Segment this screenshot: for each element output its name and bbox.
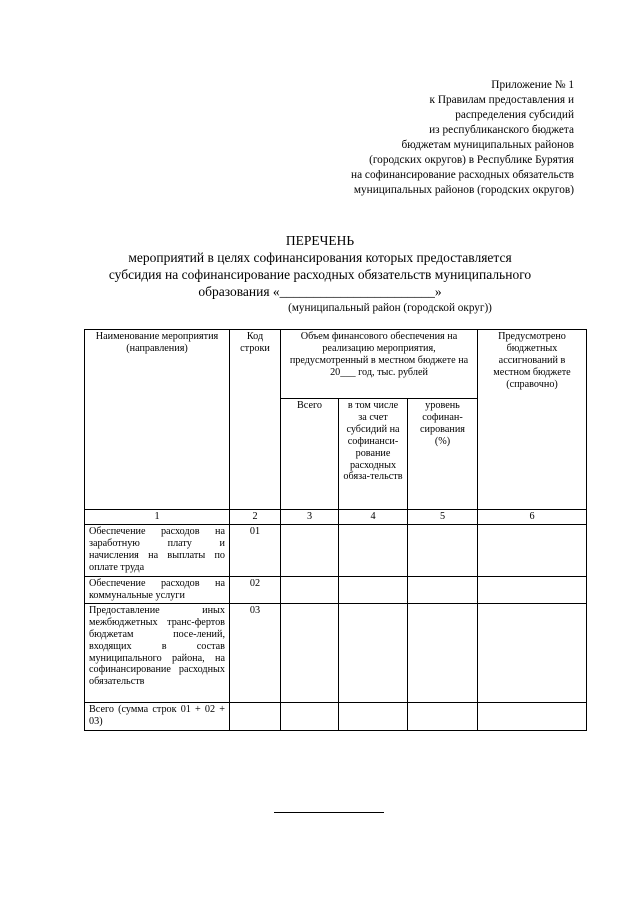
appendix-line: на софинансирование расходных обязательств (351, 169, 574, 181)
column-number: 2 (230, 510, 281, 525)
empty-cell (478, 576, 587, 603)
row-name: Всего (сумма строк 01 + 02 + 03) (85, 702, 230, 730)
row-code: 01 (230, 524, 281, 576)
table-row (85, 576, 587, 603)
title-line-2: субсидия на софинансирование расходных обязательств муниципального (108, 267, 532, 282)
empty-cell (478, 524, 587, 576)
header-total: Всего (281, 399, 339, 510)
empty-cell (281, 702, 339, 730)
appendix-line: к Правилам предоставления и (429, 94, 574, 106)
header-volume: Объем финансового обеспечения на реализацию мероприятия, предусмотренный в местном бюджете на 20___ год, тыс. рублей (281, 330, 478, 399)
header-name: Наименование мероприятия (направления) (85, 330, 230, 510)
header-code: Код строки (230, 330, 281, 510)
column-number: 1 (85, 510, 230, 525)
empty-cell (339, 702, 408, 730)
column-numbers-row (85, 510, 587, 525)
title-subtitle: (муниципальный район (городской округ)) (288, 302, 492, 314)
row-code (230, 702, 281, 730)
header-cofinancing-level: уровень софинан-сирования (%) (408, 399, 478, 510)
empty-cell (408, 603, 478, 702)
appendix-line: из республиканского бюджета (429, 124, 574, 136)
table-row (85, 603, 587, 702)
title-line-3: образования «_______________________» (198, 284, 442, 299)
appendix-line: муниципальных районов (городских округов) (353, 184, 574, 196)
document-heading: ПЕРЕЧЕНЬ (285, 233, 355, 248)
table-row (85, 524, 587, 576)
column-number: 3 (281, 510, 339, 525)
appendix-line: распределения субсидий (455, 109, 574, 121)
table-row-total (85, 702, 587, 730)
empty-cell (478, 603, 587, 702)
appendix-line: (городских округов) в Республике Бурятия (369, 154, 574, 166)
row-code: 03 (230, 603, 281, 702)
appendix-line: бюджетам муниципальных районов (401, 139, 574, 151)
footer-divider (274, 812, 384, 813)
empty-cell (408, 702, 478, 730)
appendix-line: Приложение № 1 (491, 79, 574, 91)
row-code: 02 (230, 576, 281, 603)
row-name: Предоставление иных межбюджетных транс-фертов бюджетам посе-лений, входящих в состав муниципального района, на софинансирование расходных обязательств (85, 603, 230, 702)
column-number: 5 (408, 510, 478, 525)
column-number: 6 (478, 510, 587, 525)
empty-cell (281, 603, 339, 702)
empty-cell (339, 576, 408, 603)
row-name: Обеспечение расходов на заработную плату и начисления на выплаты по оплате труда (85, 524, 230, 576)
appendix-block (351, 78, 574, 198)
empty-cell (408, 524, 478, 576)
column-number: 4 (339, 510, 408, 525)
empty-cell (408, 576, 478, 603)
title-line-1: мероприятий в целях софинансирования которых предоставляется (128, 250, 512, 265)
header-including-subsidy: в том числе за счет субсидий на софинанси-рование расходных обяза-тельств (339, 399, 408, 510)
row-name: Обеспечение расходов на коммунальные услуги (85, 576, 230, 603)
empty-cell (339, 603, 408, 702)
measures-table (84, 329, 587, 731)
header-provided: Предусмотрено бюджетных ассигнований в местном бюджете (справочно) (478, 330, 587, 510)
empty-cell (281, 576, 339, 603)
empty-cell (339, 524, 408, 576)
document-title-block (60, 232, 580, 316)
empty-cell (478, 702, 587, 730)
empty-cell (281, 524, 339, 576)
